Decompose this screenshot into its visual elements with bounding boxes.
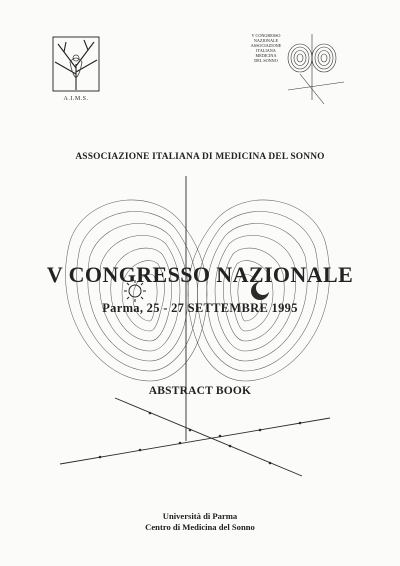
mini-logo-line: MEDICINA (255, 53, 277, 58)
congress-mini-logo (248, 30, 348, 108)
mini-logo-text (248, 33, 284, 63)
mini-logo-line: DEL SONNO (254, 58, 278, 63)
university-name: Università di Parma (162, 511, 238, 521)
tree-figure-icon (50, 34, 102, 94)
mini-logo-line: ASSOCIAZIONE (250, 43, 282, 48)
organizer-block (0, 511, 400, 533)
mini-logo-line: NAZIONALE (253, 38, 279, 43)
aims-logo (50, 34, 102, 106)
aims-logo-caption: A.I.M.S. (63, 96, 89, 102)
lorenz-attractor-illustration (40, 166, 360, 486)
association-name: ASSOCIAZIONE ITALIANA DI MEDICINA DEL SONNO (75, 152, 325, 162)
center-name: Centro di Medicina del Sonno (145, 522, 255, 532)
congress-title: V CONGRESSO NAZIONALE (46, 262, 354, 287)
mini-logo-line: ITALIANA (256, 48, 276, 53)
abstract-book-label: ABSTRACT BOOK (148, 385, 252, 397)
mini-logo-line: V CONGRESSO (251, 33, 281, 38)
congress-dates: Parma, 25 - 27 SETTEMBRE 1995 (102, 301, 298, 315)
